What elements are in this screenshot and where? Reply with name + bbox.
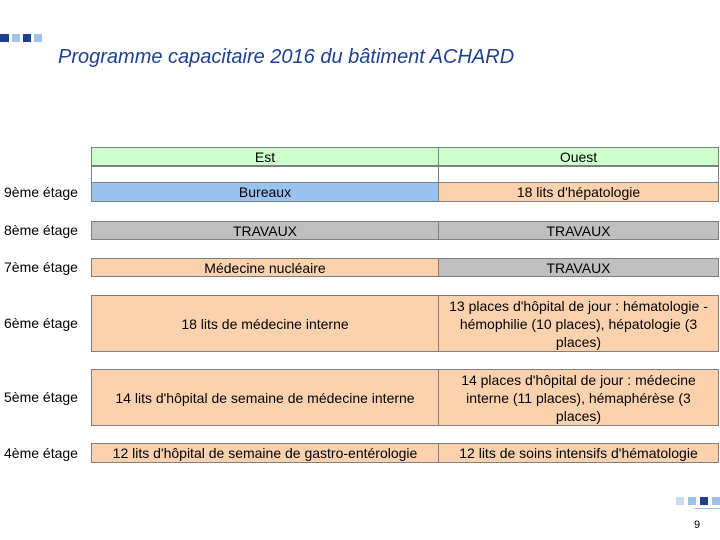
floor-row-9 — [91, 166, 719, 202]
floor-7-east: Médecine nucléaire — [92, 259, 439, 276]
floor-5-east: 14 lits d'hôpital de semaine de médecine interne — [92, 370, 439, 425]
header-east: Est — [92, 148, 439, 165]
floor-4-east: 12 lits d'hôpital de semaine de gastro-entérologie — [92, 444, 439, 462]
floor-6-east: 18 lits de médecine interne — [92, 296, 439, 351]
floor-8-west: TRAVAUX — [546, 222, 611, 239]
floor-7-west: TRAVAUX — [439, 259, 718, 276]
floor-9-east — [92, 167, 439, 201]
floor-label-5: 5ème étage — [4, 389, 78, 405]
floor-9-east-text: Bureaux — [92, 182, 438, 201]
floor-row-8 — [91, 221, 719, 240]
floor-9-west-text: 18 lits d'hépatologie — [439, 182, 718, 201]
floor-6-west: 13 places d'hôpital de jour : hématologie - hémophilie (10 places), hépatologie (3 places) — [449, 297, 708, 350]
page-title: Programme capacitaire 2016 du bâtiment ACHARD — [58, 46, 515, 68]
floor-5-west: 14 places d'hôpital de jour : médecine interne (11 places), hémaphérèse (3 places) — [461, 371, 696, 424]
floor-label-4: 4ème étage — [4, 445, 78, 461]
floor-row-7 — [91, 258, 719, 277]
floor-label-6: 6ème étage — [4, 315, 78, 331]
floor-8-east: TRAVAUX — [92, 222, 439, 239]
floor-label-8: 8ème étage — [4, 222, 78, 238]
page-number: 9 — [694, 519, 701, 531]
floor-row-6 — [91, 295, 719, 352]
floor-row-5 — [91, 369, 719, 426]
floor-4-west: 12 lits de soins intensifs d'hématologie — [459, 445, 698, 461]
header-west: Ouest — [559, 148, 598, 165]
header-row — [91, 147, 719, 166]
floor-row-4 — [91, 443, 719, 463]
floor-label-7: 7ème étage — [4, 259, 78, 275]
floor-label-9: 9ème étage — [4, 184, 78, 200]
floor-9-west — [439, 167, 718, 201]
